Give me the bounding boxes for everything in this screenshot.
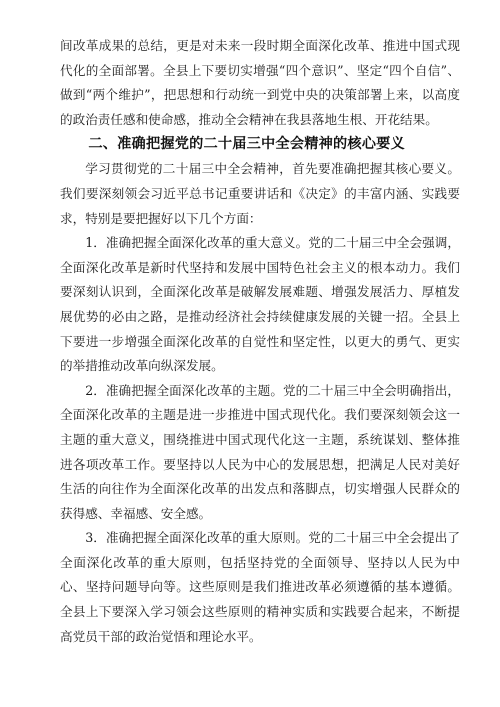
paragraph-point-2-theme: 2．准确把握全面深化改革的主题。党的二十届三中全会明确指出，全面深化改革的主题是进一步推进中国式现代化。我们要深刻领会这一主题的重大意义，围绕推进中国式现代化这一主题，系统谋划、整体推进各项改革工作。要坚持以人民为中心的发展思想，把满足人民对美好生活的向往作为全面深化改革的出发点和落脚点，切实增强人民群众的获得感、幸福感、安全感。 [60, 382, 460, 521]
paragraph-point-3-principles: 3．准确把握全面深化改革的重大原则。党的二十届三中全会提出了全面深化改革的重大原则，包括坚持党的全面领导、坚持以人民为中心、坚持问题导向等。这些原则是我们推进改革必须遵循的基本遵循。全县上下要深入学习领会这些原则的精神实质和实践要合起来，不断提高党员干部的政治觉悟和理论水平。 [60, 530, 460, 644]
paragraph-core-essence-intro: 学习贯彻党的二十届三中全会精神，首先要准确把握其核心要义。我们要深刻领会习近平总书记重要讲话和《决定》的丰富内涵、实践要求，特别是要把握好以下几个方面： [60, 161, 460, 226]
document-body [60, 34, 460, 649]
section-heading: 二、准确把握党的二十届三中全会精神的核心要义 [88, 136, 405, 153]
paragraph-point-1-significance: 1．准确把握全面深化改革的重大意义。党的二十届三中全会强调，全面深化改革是新时代坚持和发展中国特色社会主义的根本动力。我们要深刻认识到，全面深化改革是破解发展难题、增强发展活力、厚植发展优势的必由之路，是推动经济社会持续健康发展的关键一招。全县上下要进一步增强全面深化改革的自觉性和坚定性，以更大的勇气、更实的举措推动改革向纵深发展。 [60, 235, 460, 374]
paragraph-reform-summary: 间改革成果的总结，更是对未来一段时期全面深化改革、推进中国式现代化的全面部署。全县上下要切实增强“四个意识”、坚定“四个自信”、做到“两个维护”，把思想和行动统一到党中央的决策部署上来，以高度的政治责任感和使命感，推动全会精神在我县落地生根、开花结果。 [60, 38, 460, 127]
